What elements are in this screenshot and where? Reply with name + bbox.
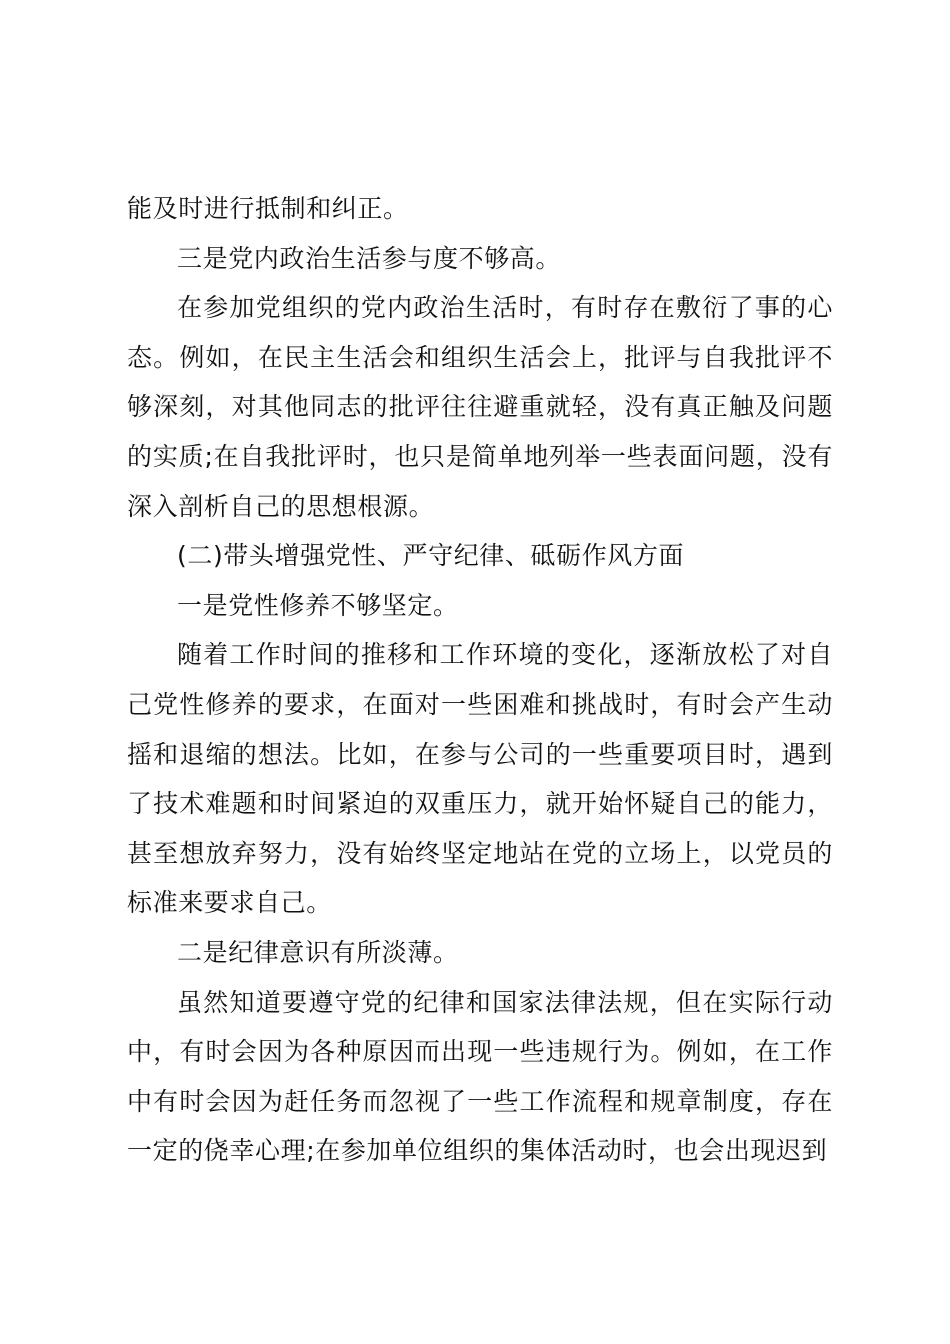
paragraph-continuation: 能及时进行抵制和纠正。 — [127, 194, 409, 223]
section-heading-party-spirit: (二)带头增强党性、严守纪律、砥砺作风方面 — [177, 541, 685, 571]
document-body — [127, 184, 833, 1176]
paragraph-cultivation: 随着工作时间的推移和工作环境的变化，逐渐放松了对自己党性修养的要求，在面对一些困难和挑战时，有时会产生动摇和退缩的想法。比如，在参与公司的一些重要项目时，遇到了技术难题和时间紧迫的双重压力，就开始怀疑自己的能力，甚至想放弃努力，没有始终坚定地站在党的立场上，以党员的标准来要求自己。 — [127, 640, 833, 918]
point-heading-participation: 三是党内政治生活参与度不够高。 — [177, 243, 562, 273]
paragraph-participation: 在参加党组织的党内政治生活时，有时存在敷衍了事的心态。例如，在民主生活会和组织生活会上，批评与自我批评不够深刻，对其他同志的批评往往避重就轻，没有真正触及问题的实质;在自我批评时，也只是简单地列举一些表面问题，没有深入剖析自己的思想根源。 — [127, 293, 833, 521]
point-heading-discipline: 二是纪律意识有所淡薄。 — [177, 937, 459, 967]
point-heading-cultivation: 一是党性修养不够坚定。 — [177, 590, 459, 620]
paragraph-discipline: 虽然知道要遵守党的纪律和国家法律法规，但在实际行动中，有时会因为各种原因而出现一些违规行为。例如，在工作中有时会因为赶任务而忽视了一些工作流程和规章制度，存在一定的侥幸心理;在参加单位组织的集体活动时，也会出现迟到 — [127, 987, 833, 1166]
